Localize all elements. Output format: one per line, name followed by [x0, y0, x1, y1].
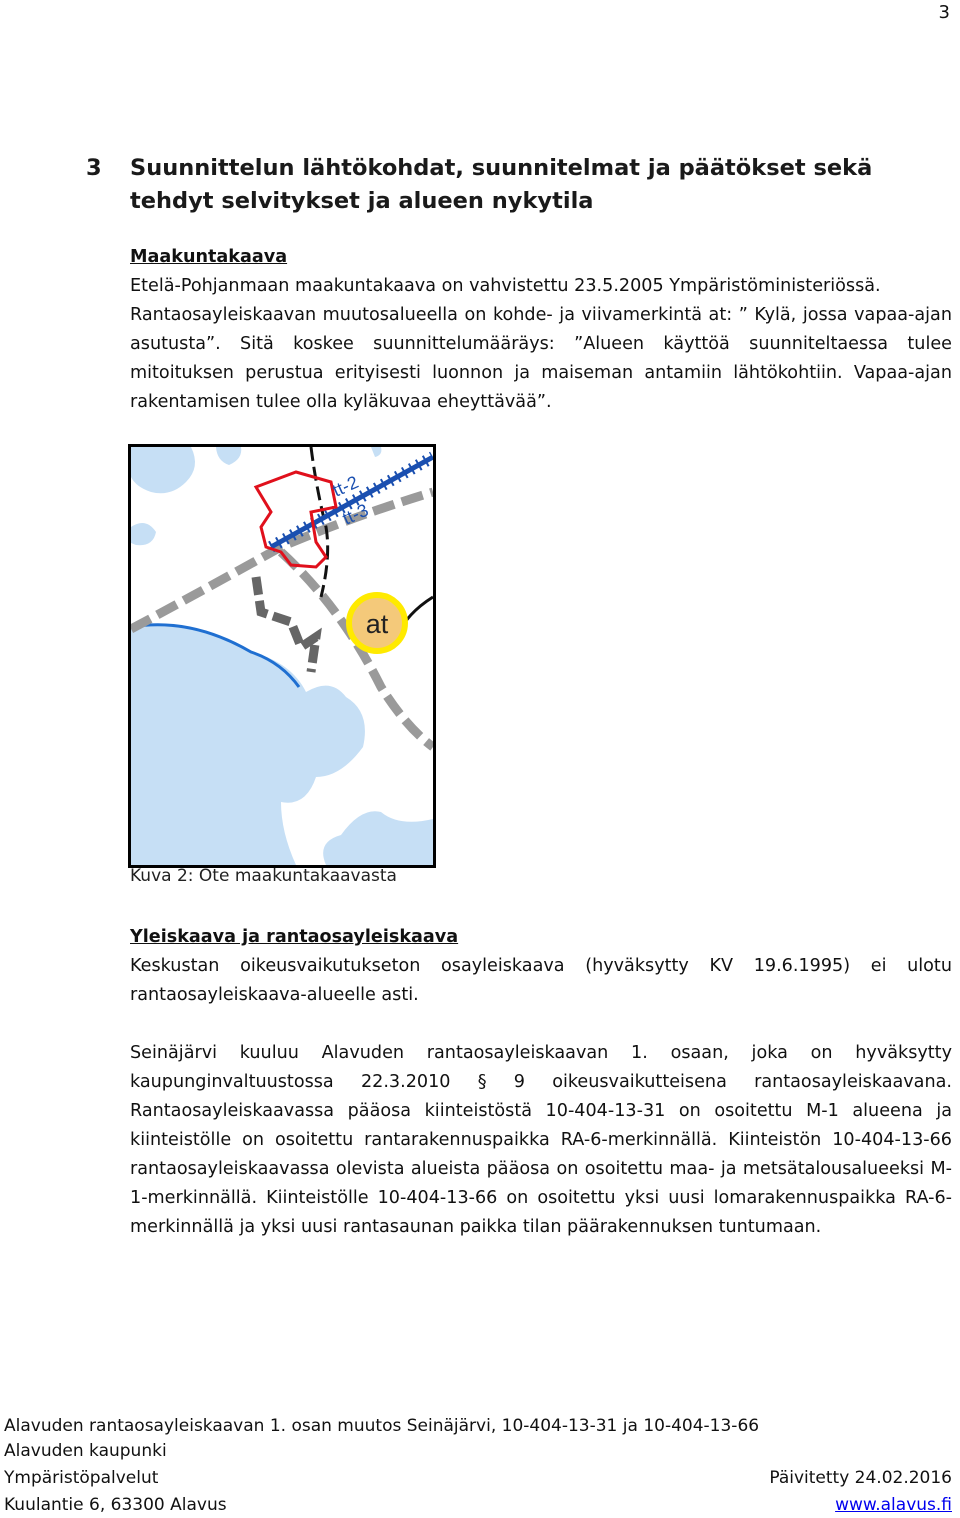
footer-line-2: Alavuden kaupunki [4, 1441, 167, 1461]
tt-3-label: tt-3 [339, 499, 372, 529]
footer-updated-date: Päivitetty 24.02.2016 [769, 1468, 952, 1488]
maakuntakaava-section [130, 243, 952, 417]
yleiskaava-paragraph-2: Seinäjärvi kuuluu Alavuden rantaosayleiskaavan 1. osaan, joka on hyväksytty kaupunginvaltuustossa 22.3.2010 § 9 oikeusvaikutteisena rantaosayleiskaavana. Rantaosayleiskaavassa pääosa kiinteistöstä 10-404-13-31 on osoitettu M-1 alueena ja kiinteistölle on osoitettu rantarakennuspaikka RA-6-merkinnällä. Kiinteistön 10-404-13-66 rantaosayleiskaavassa olevista alueista pääosa on osoitettu maa- ja metsätalousalueeksi M-1-merkinnällä. Kiinteistölle 10-404-13-66 on osoitettu yksi uusi lomarakennuspaikka RA-6-merkinnällä ja yksi uusi rantasaunan paikka tilan päärakennuksen tuntumaan. [130, 1043, 952, 1237]
yleiskaava-title: Yleiskaava ja rantaosayleiskaava [130, 927, 459, 947]
footer-website-link[interactable]: www.alavus.fi [835, 1495, 952, 1515]
maakuntakaava-line1: Etelä-Pohjanmaan maakuntakaava on vahvistettu 23.5.2005 Ympäristöministeriössä. [130, 276, 881, 296]
footer-line-4: Kuulantie 6, 63300 Alavus [4, 1495, 227, 1515]
lake-shape [216, 447, 241, 465]
yleiskaava-paragraph-1: Keskustan oikeusvaikutukseton osayleiskaava (hyväksytty KV 19.6.1995) ei ulotu rantaosayleiskaava-alueelle asti. [130, 956, 952, 1005]
footer-line-1: Alavuden rantaosayleiskaavan 1. osan muutos Seinäjärvi, 10-404-13-31 ja 10-404-13-66 [4, 1416, 760, 1436]
lake-shape [371, 447, 381, 457]
tt-2-label: tt-2 [329, 471, 362, 501]
yleiskaava-section [130, 923, 952, 1242]
lake-shape [131, 523, 156, 545]
maakuntakaava-title: Maakuntakaava [130, 247, 288, 267]
maakuntakaava-paragraph: Rantaosayleiskaavan muutosalueella on kohde- ja viivamerkintä at: ” Kylä, jossa vapaa-ajan asutusta”. Sitä koskee suunnittelumääräys: ”Alueen käyttöä suunniteltaessa tulee mitoituksen perustua erityisesti luonnon ja maiseman antamiin lähtökohtiin. Vapaa-ajan rakentamisen tulee olla kyläkuvaa eheyttävää”. [130, 305, 952, 412]
section-number: 3 [86, 155, 102, 181]
lake-shape [131, 447, 195, 493]
at-label: at [365, 609, 389, 639]
page-number: 3 [938, 2, 950, 23]
section-title: Suunnittelun lähtökohdat, suunnitelmat ja päätökset sekä tehdyt selvitykset ja alueen nykytila [130, 155, 873, 214]
map-svg [131, 447, 433, 865]
main-lake [131, 625, 433, 865]
figure-caption: Kuva 2: Ote maakuntakaavasta [130, 866, 397, 886]
footer-line-3: Ympäristöpalvelut [4, 1468, 159, 1488]
map-excerpt [128, 444, 436, 868]
